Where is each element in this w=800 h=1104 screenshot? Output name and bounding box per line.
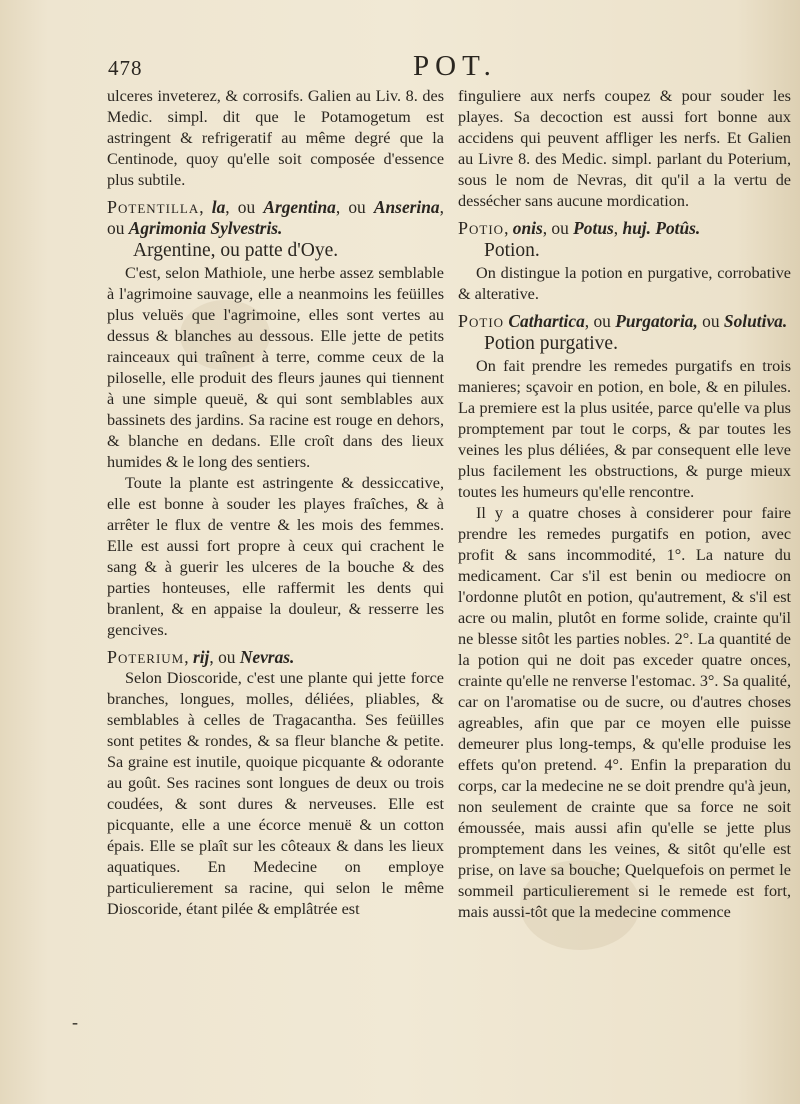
entry-variant: Agrimonia Sylvestris. bbox=[128, 218, 283, 238]
entry-variant: la bbox=[211, 197, 226, 217]
entry-variant: , bbox=[613, 218, 623, 238]
entry-variant: Argentina bbox=[263, 197, 336, 217]
paragraph: C'est, selon Mathiole, une herbe assez semblable à l'agrimoine sauvage, elle a neanmoins les feüilles plus veluës que l'agrimoine, elles sont vertes au dessus & blanches au dessous. Elle jette de petits rainceaux qui traînent à terre, comme ceux de la piloselle, elle produit des fleurs jaunes qui tiennent à une simple queuë, & qui sont semblables aux bassinets des jardins. Sa racine est rouge en dehors, & blanche en dedans. Elle croît dans des lieux humides & le long des sentiers. bbox=[107, 264, 444, 471]
entry-variant: Potus bbox=[573, 218, 614, 238]
paragraph: On fait prendre les remedes purgatifs en trois manieres; sçavoir en potion, en bole, & en pilules. La premiere est la plus usitée, parce qu'elle va plus promptement par tout le corps, & par toutes les veines les plus déliées, & par consequent elle leve plus facilement les obstructions, & purge mieux toutes les humeurs qu'elle rencontre. bbox=[458, 357, 791, 501]
entry-headword: Poterium bbox=[107, 647, 185, 667]
entry-variant: onis bbox=[512, 218, 543, 238]
entry-variant: , ou bbox=[335, 197, 374, 217]
entry-variant: Nevras. bbox=[239, 647, 295, 667]
entry-variant: , ou bbox=[107, 197, 444, 238]
french-gloss: Potion. bbox=[484, 240, 540, 261]
entry-variant: Solutiva. bbox=[723, 311, 788, 331]
entry-variant: Purgatoria, bbox=[615, 311, 698, 331]
entry-variant: , bbox=[199, 197, 212, 217]
french-gloss: Potion purgative. bbox=[484, 333, 618, 354]
entry-variant: Cathartica bbox=[508, 311, 585, 331]
french-gloss: Argentine, ou patte d'Oye. bbox=[133, 240, 339, 261]
entry-headword: Potentilla bbox=[107, 197, 200, 217]
entry-variant: , ou bbox=[542, 218, 574, 238]
entry-headword: Potio bbox=[458, 218, 505, 238]
right-column bbox=[458, 86, 791, 923]
left-column bbox=[107, 86, 444, 920]
entry-variant: , ou bbox=[225, 197, 264, 217]
margin-mark: - bbox=[72, 1012, 78, 1032]
entry-variant: rij bbox=[192, 647, 210, 667]
entry-heading bbox=[107, 647, 444, 668]
entry-variant: huj. Potûs. bbox=[622, 218, 701, 238]
entry-variant: , bbox=[184, 647, 193, 667]
entry-variant: , bbox=[504, 218, 513, 238]
entry-variant: Anserina bbox=[373, 197, 440, 217]
paragraph: On distingue la potion en purgative, corrobative & alterative. bbox=[458, 264, 791, 303]
page-header bbox=[108, 50, 788, 86]
entry-variant: , ou bbox=[209, 647, 240, 667]
paragraph: Il y a quatre choses à considerer pour faire prendre les remedes purgatifs en potion, avec profit & sans incommodité, 1°. La nature du medicament. Car s'il est benin ou mediocre on l'ordonne plutôt en potion, qu'autrement, & s'il est acre ou malin, plutôt en forme solide, crainte qu'il ne blesse sitôt les parties nobles. 2°. La quantité de la potion qui ne doit pas exceder quatre onces, crainte qu'elle ne renverse l'estomac. 3°. Sa qualité, car on l'aromatise ou de sucre, ou d'autres choses agreables, afin que par ce moyen elle puisse demeurer plus long-temps, & qu'elle produise les effets qu'on pretend. 4°. Enfin la preparation du corps, car la medecine ne se doit prendre qu'à jeun, non seulement de crainte que sa force ne soit émoussée, mais aussi afin qu'elle se jette plus promptement dans les veines, & sitôt qu'elle est prise, on lave sa bouche; Quelquefois on permet le sommeil particulierement si le remede est fort, mais aussi-tôt que la medecine commence bbox=[458, 504, 791, 921]
entry-headword: Potio bbox=[458, 311, 505, 331]
entry-heading bbox=[458, 311, 791, 332]
paragraph: ulceres inveterez, & corrosifs. Galien au Liv. 8. des Medic. simpl. dit que le Potamogetum est astringent & refrigeratif au même degré que la Centinode, quoy qu'elle soit composée d'essence plus subtile. bbox=[107, 87, 444, 189]
paragraph: Toute la plante est astringente & dessiccative, elle est bonne à souder les playes fraîches, & à arrêter le flux de ventre & les mois des femmes. Elle est aussi fort propre à ceux qui crachent le sang & à guerir les ulceres de la bouche & des parties honteuses, elle raffermit les dents qui branlent, & en appaise la douleur, & resserre les gencives. bbox=[107, 474, 444, 639]
page-number: 478 bbox=[108, 56, 143, 80]
entry-variant: , ou bbox=[584, 311, 616, 331]
entry-variant: ou bbox=[697, 311, 724, 331]
running-head: POT. bbox=[413, 50, 497, 82]
paragraph: finguliere aux nerfs coupez & pour souder les playes. Sa decoction est aussi fort bonne aux accidens qui peuvent affliger les nerfs. Et Galien au Livre 8. des Medic. simpl. parlant du Poterium, sous le nom de Nevras, dit qu'il a la vertu de dessécher sans aucune mordication. bbox=[458, 87, 791, 210]
entry-heading bbox=[458, 218, 791, 239]
paragraph: Selon Dioscoride, c'est une plante qui jette force branches, longues, molles, déliées, pliables, & semblables à celles de Tragacantha. Ses feüilles sont petites & rondes, & sa fleur blanche & petite. Sa graine est inutile, quoique picquante & odorante au goût. Ses racines sont longues de deux ou trois coudées, & sont dures & nerveuses. Elle est picquante, elle a une écorce menuë & un cotton épais. Elle se plaît sur les côteaux & dans les lieux aquatiques. En Medecine on employe particulierement sa racine, qui selon le même Dioscoride, étant pilée & emplâtrée est bbox=[107, 669, 444, 918]
entry-heading bbox=[107, 197, 444, 239]
